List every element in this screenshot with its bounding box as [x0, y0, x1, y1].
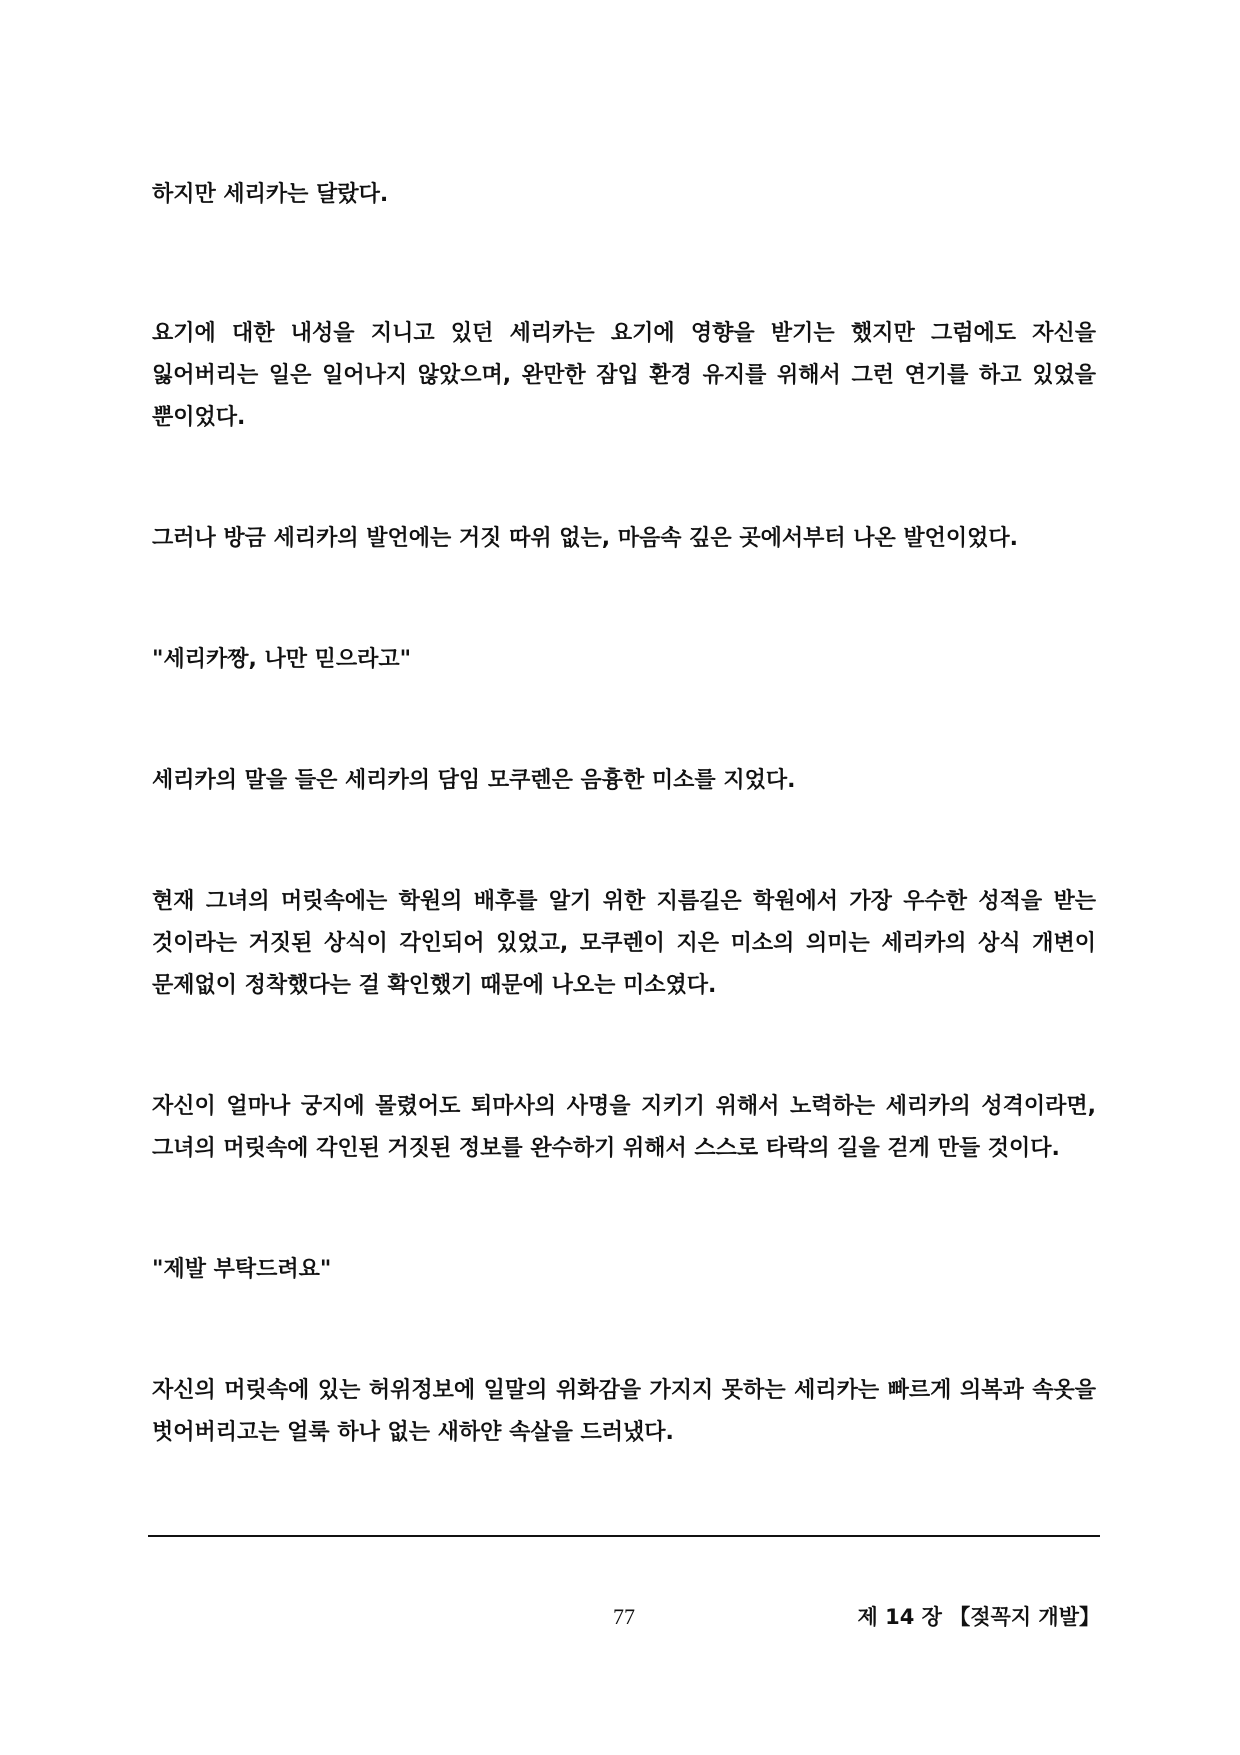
paragraph-7: 자신의 머릿속에 있는 허위정보에 일말의 위화감을 가지지 못하는 세리카는 빠르게 의복과 속옷을 벗어버리고는 얼룩 하나 없는 새하얀 속살을 드러냈다.: [152, 1378, 1096, 1445]
paragraph-2: 요기에 대한 내성을 지니고 있던 세리카는 요기에 영향을 받기는 했지만 그럼에도 자신을 잃어버리는 일은 일어나지 않았으며, 완만한 잠입 환경 유지를 위해서 그런 연기를 하고 있었을 뿐이었다.: [152, 321, 1096, 430]
page-footer: [148, 1602, 1100, 1642]
paragraph-4: 세리카의 말을 들은 세리카의 담임 모쿠렌은 음흉한 미소를 지었다.: [152, 768, 796, 793]
dialogue-1: "세리카짱, 나만 믿으라고": [152, 647, 412, 672]
dialogue-2: "제발 부탁드려요": [152, 1257, 332, 1282]
paragraph-5: 현재 그녀의 머릿속에는 학원의 배후를 알기 위한 지름길은 학원에서 가장 우수한 성적을 받는 것이라는 거짓된 상식이 각인되어 있었고, 모쿠렌이 지은 미소의 의미는 세리카의 상식 개변이 문제없이 정착했다는 걸 확인했기 때문에 나오는 미소였다.: [152, 889, 1096, 998]
paragraph-6: 자신이 얼마나 궁지에 몰렸어도 퇴마사의 사명을 지키기 위해서 노력하는 세리카의 성격이라면, 그녀의 머릿속에 각인된 거짓된 정보를 완수하기 위해서 스스로 타락의 길을 걷게 만들 것이다.: [152, 1094, 1096, 1161]
paragraph-1: 하지만 세리카는 달랐다.: [152, 182, 389, 207]
paragraph-3: 그러나 방금 세리카의 발언에는 거짓 따위 없는, 마음속 깊은 곳에서부터 나온 발언이었다.: [152, 526, 1019, 551]
chapter-title: 제 14 장 【젖꼭지 개발】: [857, 1605, 1100, 1629]
page-number: 77: [613, 1604, 635, 1629]
body-text: [152, 174, 1096, 1454]
footer-divider: [148, 1535, 1100, 1537]
